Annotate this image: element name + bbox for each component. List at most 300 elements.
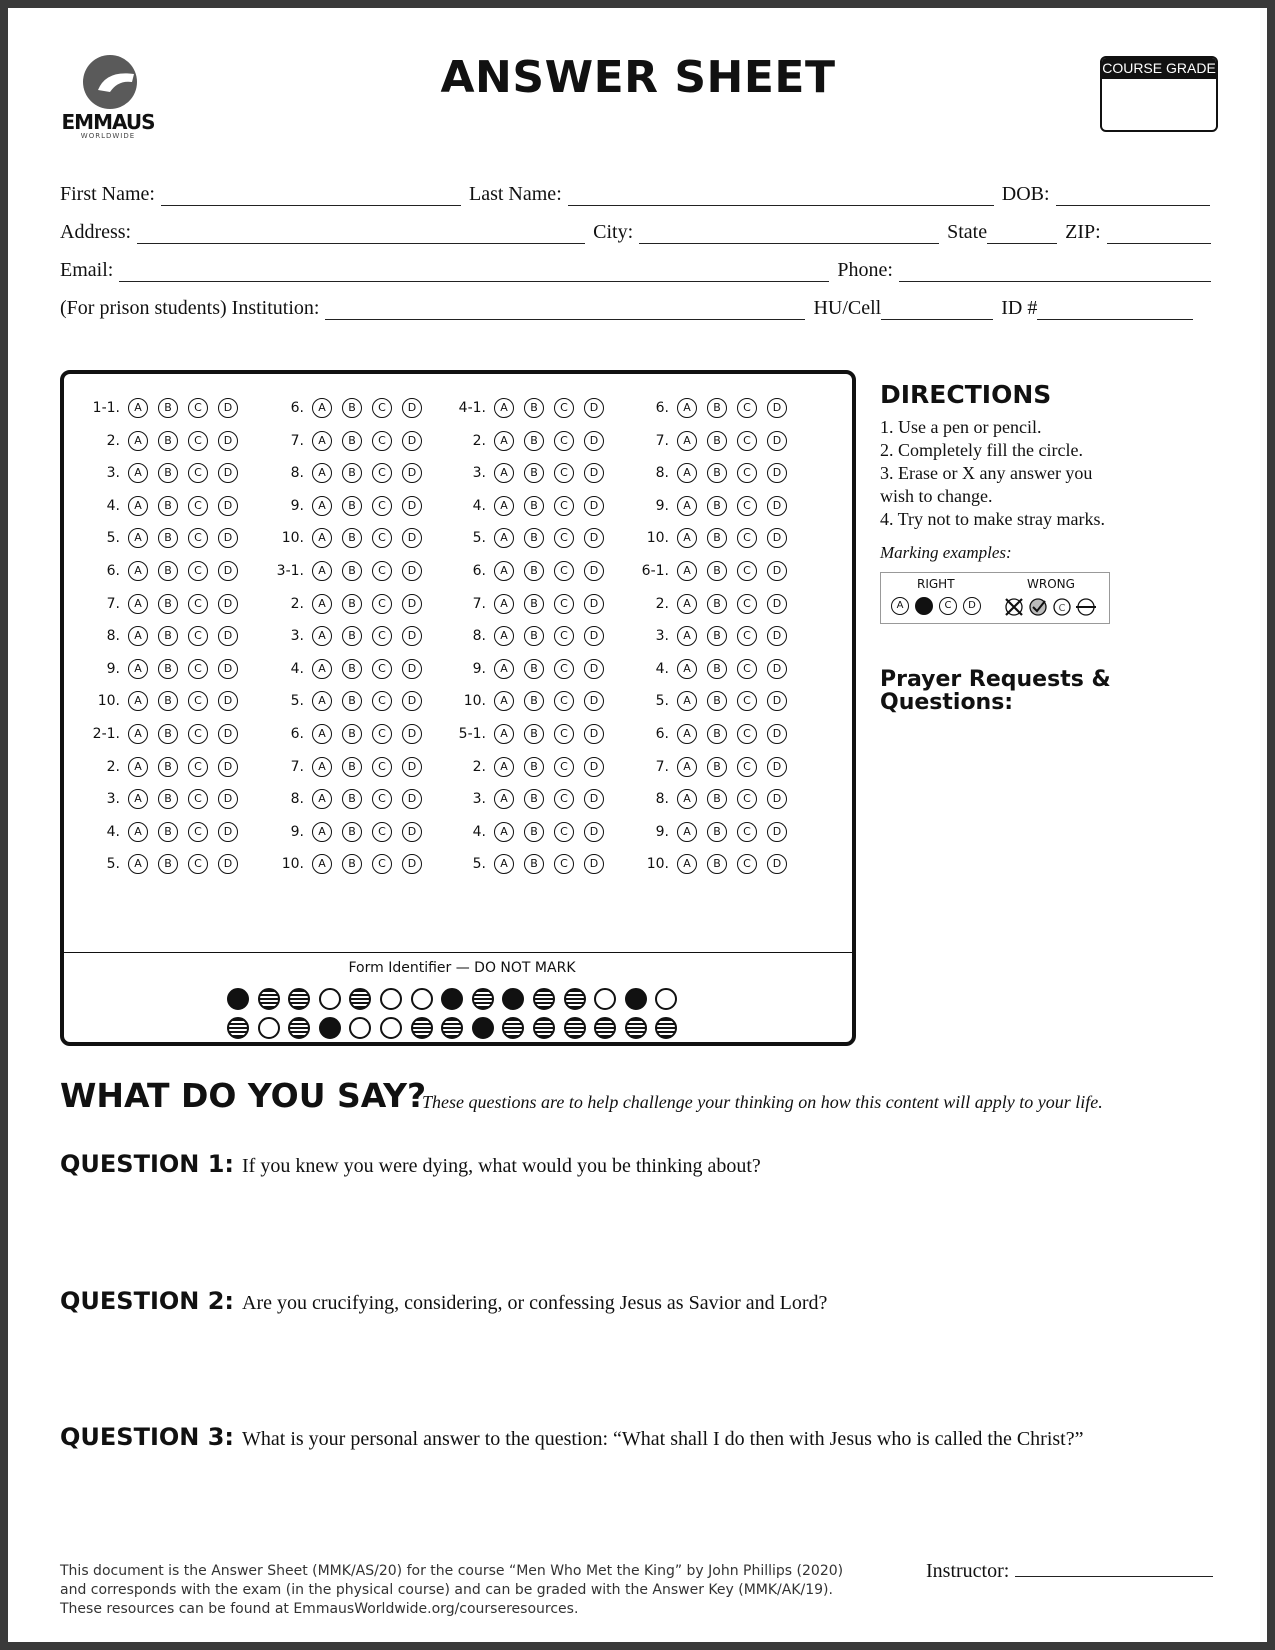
answer-bubble-b[interactable]: B (158, 822, 178, 842)
answer-bubble-a[interactable]: A (312, 398, 332, 418)
answer-bubble-c[interactable]: C (737, 691, 757, 711)
answer-bubble-b[interactable]: B (158, 594, 178, 614)
answer-bubble-d[interactable]: D (767, 724, 787, 744)
what-do-you-say-note: These questions are to help challenge your thinking on how this content will apply to your life. (422, 1092, 1103, 1112)
answer-bubble-d[interactable]: D (584, 659, 604, 679)
answer-bubble-a[interactable]: A (312, 691, 332, 711)
answer-bubble-d[interactable]: D (402, 463, 422, 483)
answer-bubble-c[interactable]: C (372, 724, 392, 744)
answer-bubble-c[interactable]: C (372, 659, 392, 679)
answer-bubble-a[interactable]: A (677, 757, 697, 777)
answer-bubble-d[interactable]: D (218, 789, 238, 809)
answer-bubble-b[interactable]: B (524, 431, 544, 451)
answer-bubble-a[interactable]: A (494, 789, 514, 809)
answer-row (86, 429, 248, 453)
answer-bubble-d[interactable]: D (218, 854, 238, 874)
answer-bubble-d[interactable]: D (218, 398, 238, 418)
answer-row (270, 461, 432, 485)
answer-bubble-d[interactable]: D (584, 691, 604, 711)
answer-bubble-b[interactable]: B (524, 561, 544, 581)
answer-bubble-c[interactable]: C (188, 854, 208, 874)
answer-bubble-c[interactable]: C (372, 757, 392, 777)
question-number: 7. (655, 758, 669, 775)
answer-bubble-d[interactable]: D (218, 528, 238, 548)
answer-bubble-d[interactable]: D (767, 431, 787, 451)
answer-bubble-a[interactable]: A (312, 594, 332, 614)
answer-bubble-d[interactable]: D (218, 691, 238, 711)
answer-bubble-a[interactable]: A (128, 724, 148, 744)
answer-bubble-a[interactable]: A (128, 626, 148, 646)
answer-bubble-c[interactable]: C (188, 659, 208, 679)
answer-bubble-c[interactable]: C (554, 463, 574, 483)
answer-bubble-a[interactable]: A (128, 561, 148, 581)
answer-bubble-c[interactable]: C (554, 789, 574, 809)
answer-bubble-a[interactable]: A (494, 398, 514, 418)
answer-bubble-d[interactable]: D (402, 691, 422, 711)
answer-bubble-c[interactable]: C (372, 691, 392, 711)
form-identifier-mark (258, 1017, 280, 1039)
answer-bubble-a[interactable]: A (312, 528, 332, 548)
answer-bubble-b[interactable]: B (524, 528, 544, 548)
answer-bubble-b[interactable]: B (158, 659, 178, 679)
answer-bubble-b[interactable]: B (158, 626, 178, 646)
question-number: 2. (106, 758, 120, 775)
answer-bubble-a[interactable]: A (128, 528, 148, 548)
answer-bubble-c[interactable]: C (372, 431, 392, 451)
answer-bubble-b[interactable]: B (342, 757, 362, 777)
answer-bubble-d[interactable]: D (584, 822, 604, 842)
answer-bubble-c[interactable]: C (372, 626, 392, 646)
answer-bubble-b[interactable]: B (524, 496, 544, 516)
last-name-field[interactable] (568, 185, 994, 206)
answer-bubble-b[interactable]: B (158, 691, 178, 711)
answer-bubble-b[interactable]: B (707, 659, 727, 679)
answer-bubble-d[interactable]: D (584, 463, 604, 483)
answer-bubble-d[interactable]: D (218, 431, 238, 451)
phone-label: Phone: (837, 259, 893, 281)
answer-bubble-d[interactable]: D (584, 496, 604, 516)
question-number: 10. (463, 693, 486, 710)
answer-bubble-c[interactable]: C (188, 626, 208, 646)
question-number: 10. (281, 856, 304, 873)
form-identifier-mark (411, 1017, 433, 1039)
answer-bubble-d[interactable]: D (584, 398, 604, 418)
answer-grid (60, 370, 856, 1046)
answer-bubble-c[interactable]: C (188, 789, 208, 809)
instructor-label: Instructor: (926, 1560, 1010, 1582)
answer-bubble-c[interactable]: C (188, 463, 208, 483)
answer-bubble-b[interactable]: B (342, 463, 362, 483)
answer-bubble-a[interactable]: A (312, 463, 332, 483)
answer-bubble-b[interactable]: B (524, 789, 544, 809)
answer-bubble-b[interactable]: B (524, 724, 544, 744)
question-number: 6. (106, 563, 120, 579)
answer-row (635, 559, 797, 583)
marking-examples-box (880, 572, 1110, 624)
answer-bubble-d[interactable]: D (218, 659, 238, 679)
answer-bubble-b[interactable]: B (158, 398, 178, 418)
question-number: 4. (290, 660, 304, 677)
answer-bubble-b[interactable]: B (524, 854, 544, 874)
form-identifier-mark (227, 988, 249, 1010)
answer-bubble-b[interactable]: B (707, 431, 727, 451)
answer-bubble-b[interactable]: B (342, 724, 362, 744)
answer-row (635, 722, 797, 746)
question-number: 2. (106, 432, 120, 449)
answer-bubble-b[interactable]: B (342, 528, 362, 548)
answer-bubble-c[interactable]: C (737, 659, 757, 679)
answer-bubble-a[interactable]: A (128, 691, 148, 711)
answer-bubble-c[interactable]: C (737, 757, 757, 777)
answer-bubble-b[interactable]: B (707, 822, 727, 842)
answer-bubble-d[interactable]: D (402, 724, 422, 744)
answer-row (452, 624, 614, 648)
answer-bubble-b[interactable]: B (707, 757, 727, 777)
answer-bubble-c[interactable]: C (188, 561, 208, 581)
answer-bubble-a[interactable]: A (677, 398, 697, 418)
answer-bubble-a[interactable]: A (312, 757, 332, 777)
answer-bubble-d[interactable]: D (402, 561, 422, 581)
answer-bubble-b[interactable]: B (524, 398, 544, 418)
answer-bubble-a[interactable]: A (677, 528, 697, 548)
answer-bubble-d[interactable]: D (584, 626, 604, 646)
phone-field[interactable] (899, 261, 1211, 282)
answer-bubble-b[interactable]: B (158, 463, 178, 483)
answer-bubble-a[interactable]: A (494, 659, 514, 679)
answer-bubble-a[interactable]: A (128, 789, 148, 809)
answer-bubble-a[interactable]: A (677, 789, 697, 809)
answer-bubble-a[interactable]: A (128, 659, 148, 679)
answer-bubble-c[interactable]: C (737, 398, 757, 418)
grid-divider (64, 952, 852, 953)
question-number: 8. (655, 465, 669, 482)
answer-bubble-a[interactable]: A (677, 691, 697, 711)
answer-bubble-c[interactable]: C (554, 561, 574, 581)
question-number: 8. (290, 465, 304, 482)
answer-bubble-d[interactable]: D (767, 528, 787, 548)
answer-bubble-d[interactable]: D (402, 789, 422, 809)
answer-bubble-b[interactable]: B (158, 496, 178, 516)
answer-bubble-b[interactable]: B (342, 789, 362, 809)
answer-bubble-d[interactable]: D (402, 626, 422, 646)
answer-bubble-c[interactable]: C (372, 561, 392, 581)
answer-bubble-d[interactable]: D (584, 757, 604, 777)
answer-bubble-a[interactable]: A (494, 854, 514, 874)
answer-bubble-b[interactable]: B (707, 528, 727, 548)
answer-bubble-b[interactable]: B (707, 789, 727, 809)
answer-bubble-a[interactable]: A (128, 594, 148, 614)
answer-bubble-c[interactable]: C (372, 463, 392, 483)
question-number: 4. (106, 497, 120, 514)
answer-bubble-d[interactable]: D (402, 496, 422, 516)
answer-bubble-d[interactable]: D (218, 496, 238, 516)
answer-bubble-b[interactable]: B (524, 626, 544, 646)
answer-bubble-a[interactable]: A (312, 431, 332, 451)
question-number: 5. (106, 530, 120, 547)
institution-field[interactable] (325, 299, 805, 320)
answer-row (270, 624, 432, 648)
answer-bubble-b[interactable]: B (342, 561, 362, 581)
answer-bubble-c[interactable]: C (554, 757, 574, 777)
answer-bubble-a[interactable]: A (677, 854, 697, 874)
question-label: QUESTION 1: (60, 1150, 235, 1178)
id-field[interactable] (1037, 299, 1193, 320)
answer-bubble-c[interactable]: C (737, 626, 757, 646)
answer-bubble-b[interactable]: B (707, 463, 727, 483)
answer-bubble-c[interactable]: C (372, 594, 392, 614)
answer-row (270, 657, 432, 681)
answer-bubble-c[interactable]: C (737, 822, 757, 842)
answer-bubble-a[interactable]: A (312, 789, 332, 809)
state-label: State (947, 221, 988, 243)
answer-bubble-c[interactable]: C (554, 659, 574, 679)
answer-bubble-a[interactable]: A (312, 822, 332, 842)
answer-bubble-b[interactable]: B (524, 757, 544, 777)
answer-bubble-b[interactable]: B (158, 757, 178, 777)
answer-bubble-a[interactable]: A (494, 594, 514, 614)
answer-bubble-a[interactable]: A (677, 724, 697, 744)
answer-bubble-a[interactable]: A (312, 496, 332, 516)
form-identifier-row-2 (227, 1017, 686, 1039)
answer-bubble-d[interactable]: D (218, 822, 238, 842)
answer-bubble-b[interactable]: B (342, 691, 362, 711)
answer-bubble-a[interactable]: A (494, 691, 514, 711)
answer-bubble-c[interactable]: C (372, 528, 392, 548)
answer-bubble-d[interactable]: D (584, 594, 604, 614)
answer-bubble-c[interactable]: C (737, 724, 757, 744)
answer-bubble-c[interactable]: C (554, 398, 574, 418)
answer-bubble-b[interactable]: B (158, 431, 178, 451)
answer-bubble-b[interactable]: B (707, 561, 727, 581)
answer-bubble-a[interactable]: A (312, 561, 332, 581)
answer-bubble-d[interactable]: D (584, 431, 604, 451)
answer-bubble-c[interactable]: C (372, 496, 392, 516)
answer-bubble-d[interactable]: D (218, 757, 238, 777)
answer-bubble-b[interactable]: B (524, 691, 544, 711)
answer-bubble-a[interactable]: A (494, 561, 514, 581)
answer-bubble-a[interactable]: A (494, 757, 514, 777)
city-field[interactable] (639, 223, 939, 244)
answer-bubble-b[interactable]: B (342, 398, 362, 418)
question-number: 1-1. (92, 400, 120, 416)
answer-bubble-b[interactable]: B (158, 561, 178, 581)
answer-bubble-b[interactable]: B (524, 463, 544, 483)
answer-bubble-a[interactable]: A (494, 626, 514, 646)
answer-bubble-a[interactable]: A (677, 659, 697, 679)
answer-bubble-a[interactable]: A (128, 822, 148, 842)
question-number: 2-1. (92, 726, 120, 742)
address-field[interactable] (137, 223, 585, 244)
answer-bubble-c[interactable]: C (554, 594, 574, 614)
answer-bubble-a[interactable]: A (312, 659, 332, 679)
question-label: QUESTION 2: (60, 1287, 235, 1315)
answer-bubble-a[interactable]: A (677, 561, 697, 581)
answer-bubble-a[interactable]: A (128, 463, 148, 483)
answer-bubble-d[interactable]: D (402, 854, 422, 874)
answer-bubble-d[interactable]: D (402, 398, 422, 418)
answer-bubble-d[interactable]: D (767, 463, 787, 483)
answer-bubble-b[interactable]: B (707, 398, 727, 418)
answer-bubble-d[interactable]: D (767, 398, 787, 418)
question-number: 6. (655, 400, 669, 416)
address-label: Address: (60, 221, 132, 243)
question-text: If you knew you were dying, what would you be thinking about? (242, 1155, 761, 1177)
answer-bubble-a[interactable]: A (128, 496, 148, 516)
answer-bubble-d[interactable]: D (767, 496, 787, 516)
answer-bubble-c[interactable]: C (554, 528, 574, 548)
answer-bubble-c[interactable]: C (737, 496, 757, 516)
answer-bubble-b[interactable]: B (158, 854, 178, 874)
answer-bubble-d[interactable]: D (402, 594, 422, 614)
email-field[interactable] (119, 261, 829, 282)
answer-bubble-c[interactable]: C (554, 496, 574, 516)
answer-bubble-a[interactable]: A (494, 528, 514, 548)
answer-bubble-a[interactable]: A (494, 496, 514, 516)
answer-bubble-c[interactable]: C (188, 398, 208, 418)
answer-bubble-a[interactable]: A (677, 626, 697, 646)
answer-bubble-d[interactable]: D (402, 431, 422, 451)
answer-bubble-c[interactable]: C (372, 822, 392, 842)
answer-bubble-b[interactable]: B (524, 822, 544, 842)
answer-bubble-c[interactable]: C (554, 822, 574, 842)
answer-bubble-c[interactable]: C (554, 854, 574, 874)
answer-bubble-a[interactable]: A (677, 496, 697, 516)
answer-bubble-c[interactable]: C (188, 594, 208, 614)
answer-bubble-d[interactable]: D (767, 757, 787, 777)
answer-bubble-d[interactable]: D (584, 561, 604, 581)
answer-bubble-d[interactable]: D (767, 822, 787, 842)
answer-bubble-d[interactable]: D (218, 561, 238, 581)
answer-bubble-d[interactable]: D (767, 789, 787, 809)
answer-bubble-b[interactable]: B (342, 854, 362, 874)
question-number: 6. (290, 726, 304, 742)
answer-bubble-d[interactable]: D (218, 626, 238, 646)
answer-bubble-d[interactable]: D (767, 626, 787, 646)
answer-bubble-c[interactable]: C (737, 854, 757, 874)
answer-bubble-a[interactable]: A (312, 724, 332, 744)
answer-bubble-a[interactable]: A (128, 431, 148, 451)
answer-bubble-d[interactable]: D (584, 724, 604, 744)
answer-bubble-b[interactable]: B (707, 724, 727, 744)
question-number: 5. (290, 693, 304, 710)
first-name-field[interactable] (161, 185, 461, 206)
zip-field[interactable] (1107, 223, 1211, 244)
answer-bubble-a[interactable]: A (677, 463, 697, 483)
answer-bubble-b[interactable]: B (342, 659, 362, 679)
answer-bubble-c[interactable]: C (554, 691, 574, 711)
answer-bubble-a[interactable]: A (494, 724, 514, 744)
answer-bubble-d[interactable]: D (218, 463, 238, 483)
answer-bubble-c[interactable]: C (188, 431, 208, 451)
answer-bubble-c[interactable]: C (372, 398, 392, 418)
answer-bubble-c[interactable]: C (737, 528, 757, 548)
answer-bubble-b[interactable]: B (342, 496, 362, 516)
answer-bubble-c[interactable]: C (737, 463, 757, 483)
form-identifier-mark (472, 1017, 494, 1039)
answer-bubble-d[interactable]: D (767, 854, 787, 874)
hu-cell-field[interactable] (881, 299, 993, 320)
answer-bubble-d[interactable]: D (218, 724, 238, 744)
answer-bubble-b[interactable]: B (342, 594, 362, 614)
answer-bubble-b[interactable]: B (158, 724, 178, 744)
dob-field[interactable] (1056, 185, 1210, 206)
question-3 (60, 1423, 1084, 1451)
answer-bubble-b[interactable]: B (342, 822, 362, 842)
answer-bubble-d[interactable]: D (767, 594, 787, 614)
question-number: 4. (472, 497, 486, 514)
answer-bubble-c[interactable]: C (188, 691, 208, 711)
answer-bubble-d[interactable]: D (584, 854, 604, 874)
answer-bubble-d[interactable]: D (402, 822, 422, 842)
answer-bubble-a[interactable]: A (677, 822, 697, 842)
answer-bubble-c[interactable]: C (372, 854, 392, 874)
answer-bubble-a[interactable]: A (128, 398, 148, 418)
answer-bubble-c[interactable]: C (554, 724, 574, 744)
answer-bubble-b[interactable]: B (524, 594, 544, 614)
answer-bubble-b[interactable]: B (342, 431, 362, 451)
answer-bubble-d[interactable]: D (402, 528, 422, 548)
answer-bubble-a[interactable]: A (312, 854, 332, 874)
answer-bubble-c[interactable]: C (737, 561, 757, 581)
question-number: 6-1. (641, 563, 669, 579)
answer-bubble-d[interactable]: D (218, 594, 238, 614)
answer-bubble-a[interactable]: A (128, 854, 148, 874)
instructor-line[interactable] (1015, 1558, 1213, 1577)
course-grade-box[interactable] (1100, 56, 1218, 132)
answer-bubble-d[interactable]: D (402, 659, 422, 679)
answer-bubble-b[interactable]: B (707, 854, 727, 874)
question-number: 4-1. (458, 400, 486, 416)
answer-bubble-a[interactable]: A (128, 757, 148, 777)
answer-bubble-a[interactable]: A (494, 463, 514, 483)
answer-bubble-a[interactable]: A (677, 594, 697, 614)
answer-bubble-b[interactable]: B (707, 496, 727, 516)
answer-bubble-a[interactable]: A (494, 431, 514, 451)
answer-bubble-c[interactable]: C (737, 789, 757, 809)
answer-bubble-b[interactable]: B (707, 594, 727, 614)
answer-bubble-c[interactable]: C (737, 431, 757, 451)
answer-bubble-c[interactable]: C (737, 594, 757, 614)
answer-bubble-b[interactable]: B (342, 626, 362, 646)
answer-bubble-c[interactable]: C (188, 822, 208, 842)
answer-bubble-c[interactable]: C (188, 757, 208, 777)
answer-row (452, 689, 614, 713)
answer-bubble-c[interactable]: C (554, 626, 574, 646)
form-identifier-mark (349, 1017, 371, 1039)
answer-bubble-d[interactable]: D (584, 528, 604, 548)
answer-bubble-c[interactable]: C (372, 789, 392, 809)
answer-bubble-d[interactable]: D (767, 659, 787, 679)
answer-bubble-c[interactable]: C (188, 528, 208, 548)
answer-bubble-b[interactable]: B (158, 528, 178, 548)
answer-bubble-a[interactable]: A (494, 822, 514, 842)
answer-bubble-c[interactable]: C (554, 431, 574, 451)
answer-bubble-d[interactable]: D (402, 757, 422, 777)
answer-bubble-b[interactable]: B (707, 626, 727, 646)
answer-bubble-d[interactable]: D (584, 789, 604, 809)
form-identifier-mark (594, 1017, 616, 1039)
answer-bubble-a[interactable]: A (312, 626, 332, 646)
answer-bubble-c[interactable]: C (188, 724, 208, 744)
answer-bubble-a[interactable]: A (677, 431, 697, 451)
answer-bubble-b[interactable]: B (524, 659, 544, 679)
answer-bubble-d[interactable]: D (767, 691, 787, 711)
answer-bubble-c[interactable]: C (188, 496, 208, 516)
answer-bubble-d[interactable]: D (767, 561, 787, 581)
state-field[interactable] (987, 223, 1057, 244)
answer-bubble-b[interactable]: B (158, 789, 178, 809)
answer-bubble-b[interactable]: B (707, 691, 727, 711)
